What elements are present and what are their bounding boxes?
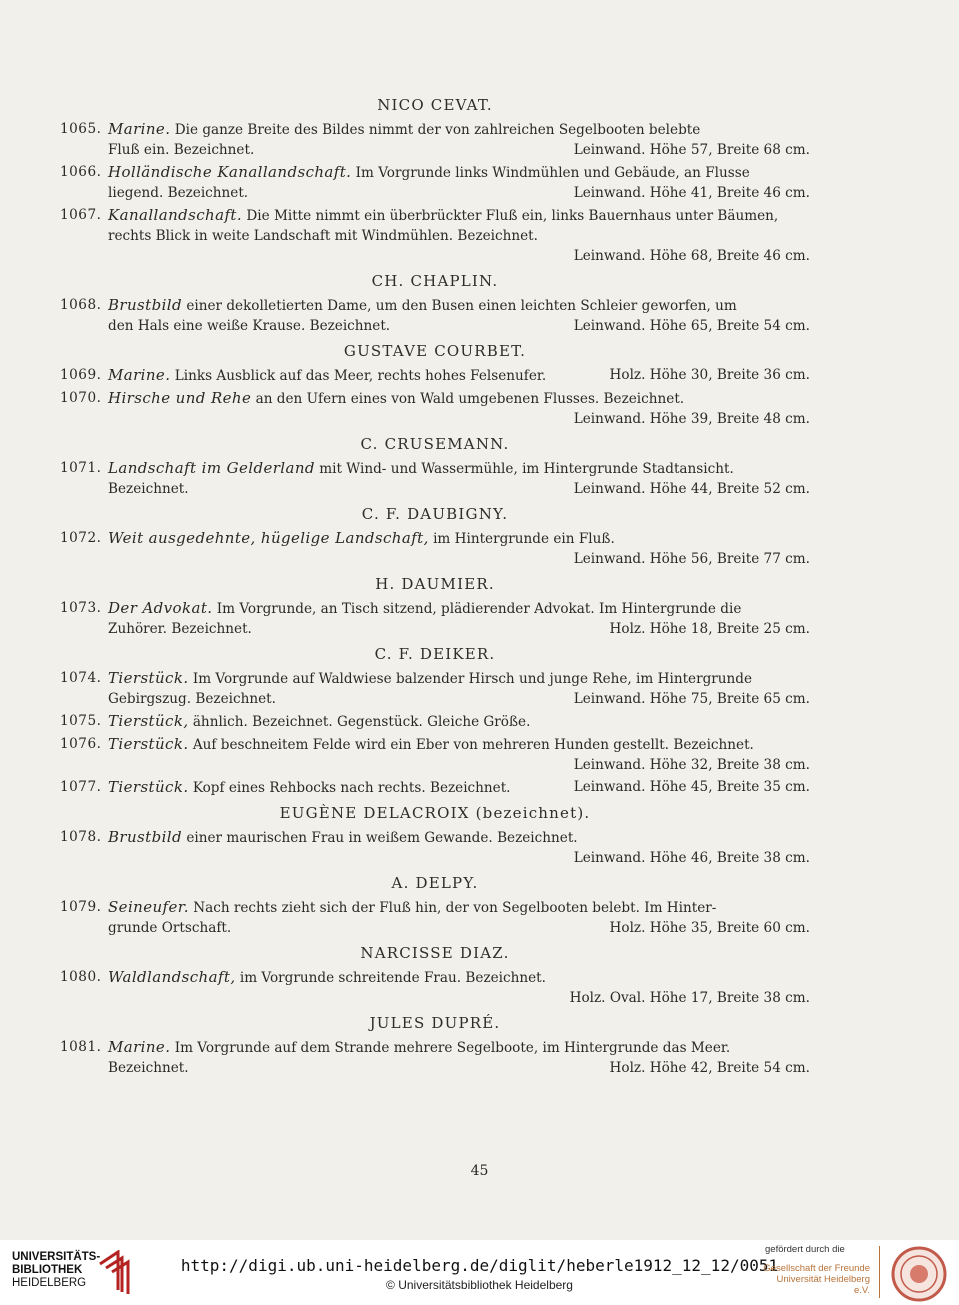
artwork-title: Marine. — [108, 1038, 171, 1056]
entry-body — [108, 777, 810, 798]
entry-line — [108, 162, 810, 183]
entry-body — [108, 119, 810, 160]
artist-heading: H. DAUMIER. — [375, 575, 495, 593]
lot-number: 1071. — [60, 460, 102, 476]
catalog-entry — [60, 458, 810, 499]
lot-number: 1080. — [60, 969, 102, 985]
entry-body — [108, 668, 810, 709]
lot-number: 1070. — [60, 390, 102, 406]
description-text: Auf beschneitem Felde wird ein Eber von mehreren Hunden gestellt. Bezeichnet. — [192, 737, 754, 753]
entry-line — [108, 316, 810, 336]
artist-heading: JULES DUPRÉ. — [369, 1014, 501, 1032]
catalog-entry — [60, 967, 810, 1008]
entry-line — [108, 918, 810, 938]
entry-body — [108, 365, 810, 386]
dimensions: Leinwand. Höhe 45, Breite 35 cm. — [573, 779, 810, 795]
dimensions: Leinwand. Höhe 32, Breite 38 cm. — [573, 757, 810, 773]
description-text: Nach rechts zieht sich der Fluß hin, der von Segelbooten belebt. Im Hinter- — [193, 900, 717, 916]
entry-line — [108, 711, 810, 732]
entry-line — [108, 1058, 810, 1078]
artwork-title: Waldlandschaft, — [108, 968, 236, 986]
entry-line — [108, 689, 810, 709]
entry-line — [108, 734, 810, 755]
sponsor-name-line1: Gesellschaft der Freunde — [763, 1263, 870, 1274]
entry-line — [108, 827, 810, 848]
entry-line — [108, 897, 810, 918]
description-text: ähnlich. Bezeichnet. Gegenstück. Gleiche Größe. — [192, 714, 531, 730]
catalog-column — [60, 92, 810, 1080]
description-text: Gebirgszug. Bezeichnet. — [108, 691, 276, 707]
entry-body — [108, 458, 810, 499]
description-text: Im Vorgrunde auf dem Strande mehrere Segelboote, im Hintergrunde das Meer. — [174, 1040, 731, 1056]
dimensions: Holz. Höhe 30, Breite 36 cm. — [609, 367, 810, 383]
dimensions: Holz. Höhe 42, Breite 54 cm. — [609, 1060, 810, 1076]
entry-line — [108, 777, 810, 798]
entry-line — [108, 988, 810, 1008]
artist-heading: C. F. DAUBIGNY. — [361, 505, 509, 523]
description-text: Im Vorgrunde, an Tisch sitzend, plädierender Advokat. Im Hintergrunde die — [216, 601, 742, 617]
artist-heading: GUSTAVE COURBET. — [343, 342, 527, 360]
lot-number: 1078. — [60, 829, 102, 845]
artwork-title: Der Advokat. — [108, 599, 213, 617]
entry-line — [108, 668, 810, 689]
entry-line — [108, 967, 810, 988]
spacer — [60, 1078, 810, 1080]
copyright-text: © Universitätsbibliothek Heidelberg — [386, 1278, 573, 1292]
catalog-entry — [60, 711, 810, 732]
lot-number: 1074. — [60, 670, 102, 686]
entry-line — [108, 246, 810, 266]
artwork-title: Kanallandschaft. — [108, 206, 243, 224]
digitization-footer — [0, 1240, 959, 1305]
artist-heading: C. F. DEIKER. — [374, 645, 496, 663]
lot-number: 1067. — [60, 207, 102, 223]
artwork-title: Brustbild — [108, 828, 182, 846]
description-text: Im Vorgrunde links Windmühlen und Gebäude, an Flusse — [355, 165, 750, 181]
lot-number: 1069. — [60, 367, 102, 383]
lot-number: 1065. — [60, 121, 102, 137]
entry-body — [108, 827, 810, 868]
sponsor-name-line2: Universität Heidelberg e.V. — [776, 1274, 870, 1296]
entry-line — [108, 388, 810, 409]
entry-body — [108, 528, 810, 569]
artwork-title: Tierstück. — [108, 735, 189, 753]
entry-line — [108, 1037, 810, 1058]
catalog-entry — [60, 162, 810, 203]
entry-body — [108, 897, 810, 938]
dimensions: Leinwand. Höhe 68, Breite 46 cm. — [573, 248, 810, 264]
description-text: einer dekolletierten Dame, um den Busen einen leichten Schleier geworfen, um — [186, 298, 737, 314]
entry-line — [108, 528, 810, 549]
description-text: an den Ufern eines von Wald umgebenen Flusses. Bezeichnet. — [255, 391, 685, 407]
entry-line — [108, 458, 810, 479]
entry-line-left — [108, 711, 530, 732]
lot-number: 1073. — [60, 600, 102, 616]
lot-number: 1068. — [60, 297, 102, 313]
artwork-title: Tierstück. — [108, 778, 189, 796]
dimensions: Leinwand. Höhe 44, Breite 52 cm. — [573, 481, 810, 497]
library-name-line2: BIBLIOTHEK — [12, 1264, 83, 1276]
catalog-entry — [60, 1037, 810, 1078]
catalog-entry — [60, 734, 810, 775]
catalog-entry — [60, 388, 810, 429]
artist-heading: NARCISSE DIAZ. — [360, 944, 510, 962]
entry-line-left — [108, 365, 546, 386]
entry-body — [108, 711, 810, 732]
description-text: rechts Blick in weite Landschaft mit Windmühlen. Bezeichnet. — [108, 228, 538, 244]
description-text: den Hals eine weiße Krause. Bezeichnet. — [108, 318, 391, 334]
description-text: Links Ausblick auf das Meer, rechts hohes Felsenufer. — [174, 368, 547, 384]
artwork-title: Holländische Kanallandschaft. — [108, 163, 352, 181]
catalog-entry — [60, 827, 810, 868]
lot-number: 1079. — [60, 899, 102, 915]
artist-heading: CH. CHAPLIN. — [371, 272, 499, 290]
lot-number: 1066. — [60, 164, 102, 180]
page-number: 45 — [470, 1163, 489, 1179]
sponsor-name — [760, 1263, 870, 1296]
entry-line — [108, 140, 810, 160]
lot-number: 1072. — [60, 530, 102, 546]
description-text: im Vorgrunde schreitende Frau. Bezeichnet. — [239, 970, 546, 986]
dimensions: Leinwand. Höhe 41, Breite 46 cm. — [573, 185, 810, 201]
catalog-entry — [60, 668, 810, 709]
artwork-title: Marine. — [108, 120, 171, 138]
description-text: grunde Ortschaft. — [108, 920, 232, 936]
description-text: Im Vorgrunde auf Waldwiese balzender Hirsch und junge Rehe, im Hintergrunde — [192, 671, 753, 687]
entry-body — [108, 162, 810, 203]
dimensions: Leinwand. Höhe 65, Breite 54 cm. — [573, 318, 810, 334]
description-text: Fluß ein. Bezeichnet. — [108, 142, 255, 158]
artwork-title: Brustbild — [108, 296, 182, 314]
catalog-entry — [60, 528, 810, 569]
description-text: Bezeichnet. — [108, 481, 189, 497]
dimensions: Leinwand. Höhe 56, Breite 77 cm. — [573, 551, 810, 567]
entry-line — [108, 479, 810, 499]
catalog-entry — [60, 365, 810, 386]
footer-divider — [879, 1246, 880, 1298]
artwork-title: Seineufer. — [108, 898, 189, 916]
entry-line — [108, 848, 810, 868]
artwork-title: Landschaft im Gelderland — [108, 459, 315, 477]
university-seal-icon — [891, 1246, 947, 1302]
lot-number: 1081. — [60, 1039, 102, 1055]
artwork-title: Weit ausgedehnte, hügelige Landschaft, — [108, 529, 429, 547]
dimensions: Leinwand. Höhe 57, Breite 68 cm. — [573, 142, 810, 158]
description-text: Bezeichnet. — [108, 1060, 189, 1076]
entry-line — [108, 598, 810, 619]
artwork-title: Marine. — [108, 366, 171, 384]
library-name-line3: HEIDELBERG — [12, 1277, 87, 1289]
entry-body — [108, 205, 810, 266]
dimensions: Holz. Höhe 18, Breite 25 cm. — [609, 621, 810, 637]
artwork-title: Hirsche und Rehe — [108, 389, 252, 407]
dimensions: Leinwand. Höhe 75, Breite 65 cm. — [573, 691, 810, 707]
entry-line — [108, 409, 810, 429]
entry-body — [108, 388, 810, 429]
permalink-url[interactable]: http://digi.ub.uni-heidelberg.de/diglit/heberle1912_12_12/0051 — [180, 1256, 779, 1275]
catalog-entry — [60, 119, 810, 160]
description-text: liegend. Bezeichnet. — [108, 185, 249, 201]
artwork-title: Tierstück, — [108, 712, 189, 730]
dimensions: Holz. Höhe 35, Breite 60 cm. — [609, 920, 810, 936]
entry-body — [108, 598, 810, 639]
artist-heading: C. CRUSEMANN. — [360, 435, 510, 453]
sponsor-label: gefördert durch die — [765, 1244, 845, 1255]
entry-line — [108, 119, 810, 140]
description-text: Die ganze Breite des Bildes nimmt der von zahlreichen Segelbooten belebte — [174, 122, 701, 138]
entry-line — [108, 619, 810, 639]
lot-number: 1075. — [60, 713, 102, 729]
dimensions: Holz. Oval. Höhe 17, Breite 38 cm. — [569, 990, 810, 1006]
entry-body — [108, 295, 810, 336]
catalog-entry — [60, 598, 810, 639]
dimensions: Leinwand. Höhe 46, Breite 38 cm. — [573, 850, 810, 866]
entry-line — [108, 183, 810, 203]
dimensions: Leinwand. Höhe 39, Breite 48 cm. — [573, 411, 810, 427]
catalog-entry — [60, 295, 810, 336]
artist-heading: A. DELPY. — [391, 874, 479, 892]
library-name-line1: UNIVERSITÄTS- — [12, 1251, 101, 1263]
description-text: mit Wind- und Wassermühle, im Hintergrunde Stadtansicht. — [319, 461, 734, 477]
artist-heading: NICO CEVAT. — [377, 96, 493, 114]
entry-body — [108, 734, 810, 775]
lot-number: 1077. — [60, 779, 102, 795]
description-text: Kopf eines Rehbocks nach rechts. Bezeichnet. — [192, 780, 511, 796]
description-text: einer maurischen Frau in weißem Gewande. Bezeichnet. — [186, 830, 578, 846]
artist-heading: EUGÈNE DELACROIX (bezeichnet). — [279, 804, 591, 822]
description-text: Zuhörer. Bezeichnet. — [108, 621, 252, 637]
description-text: im Hintergrunde ein Fluß. — [433, 531, 615, 547]
entry-line — [108, 755, 810, 775]
entry-line — [108, 549, 810, 569]
entry-line — [108, 365, 810, 386]
catalog-entry — [60, 777, 810, 798]
entry-line — [108, 205, 810, 226]
entry-line — [108, 295, 810, 316]
entry-line-left — [108, 777, 511, 798]
lot-number: 1076. — [60, 736, 102, 752]
catalog-entry — [60, 897, 810, 938]
description-text: Die Mitte nimmt ein überbrückter Fluß ein, links Bauernhaus unter Bäumen, — [246, 208, 779, 224]
entry-body — [108, 1037, 810, 1078]
artwork-title: Tierstück. — [108, 669, 189, 687]
catalog-entry — [60, 205, 810, 266]
entry-body — [108, 967, 810, 1008]
